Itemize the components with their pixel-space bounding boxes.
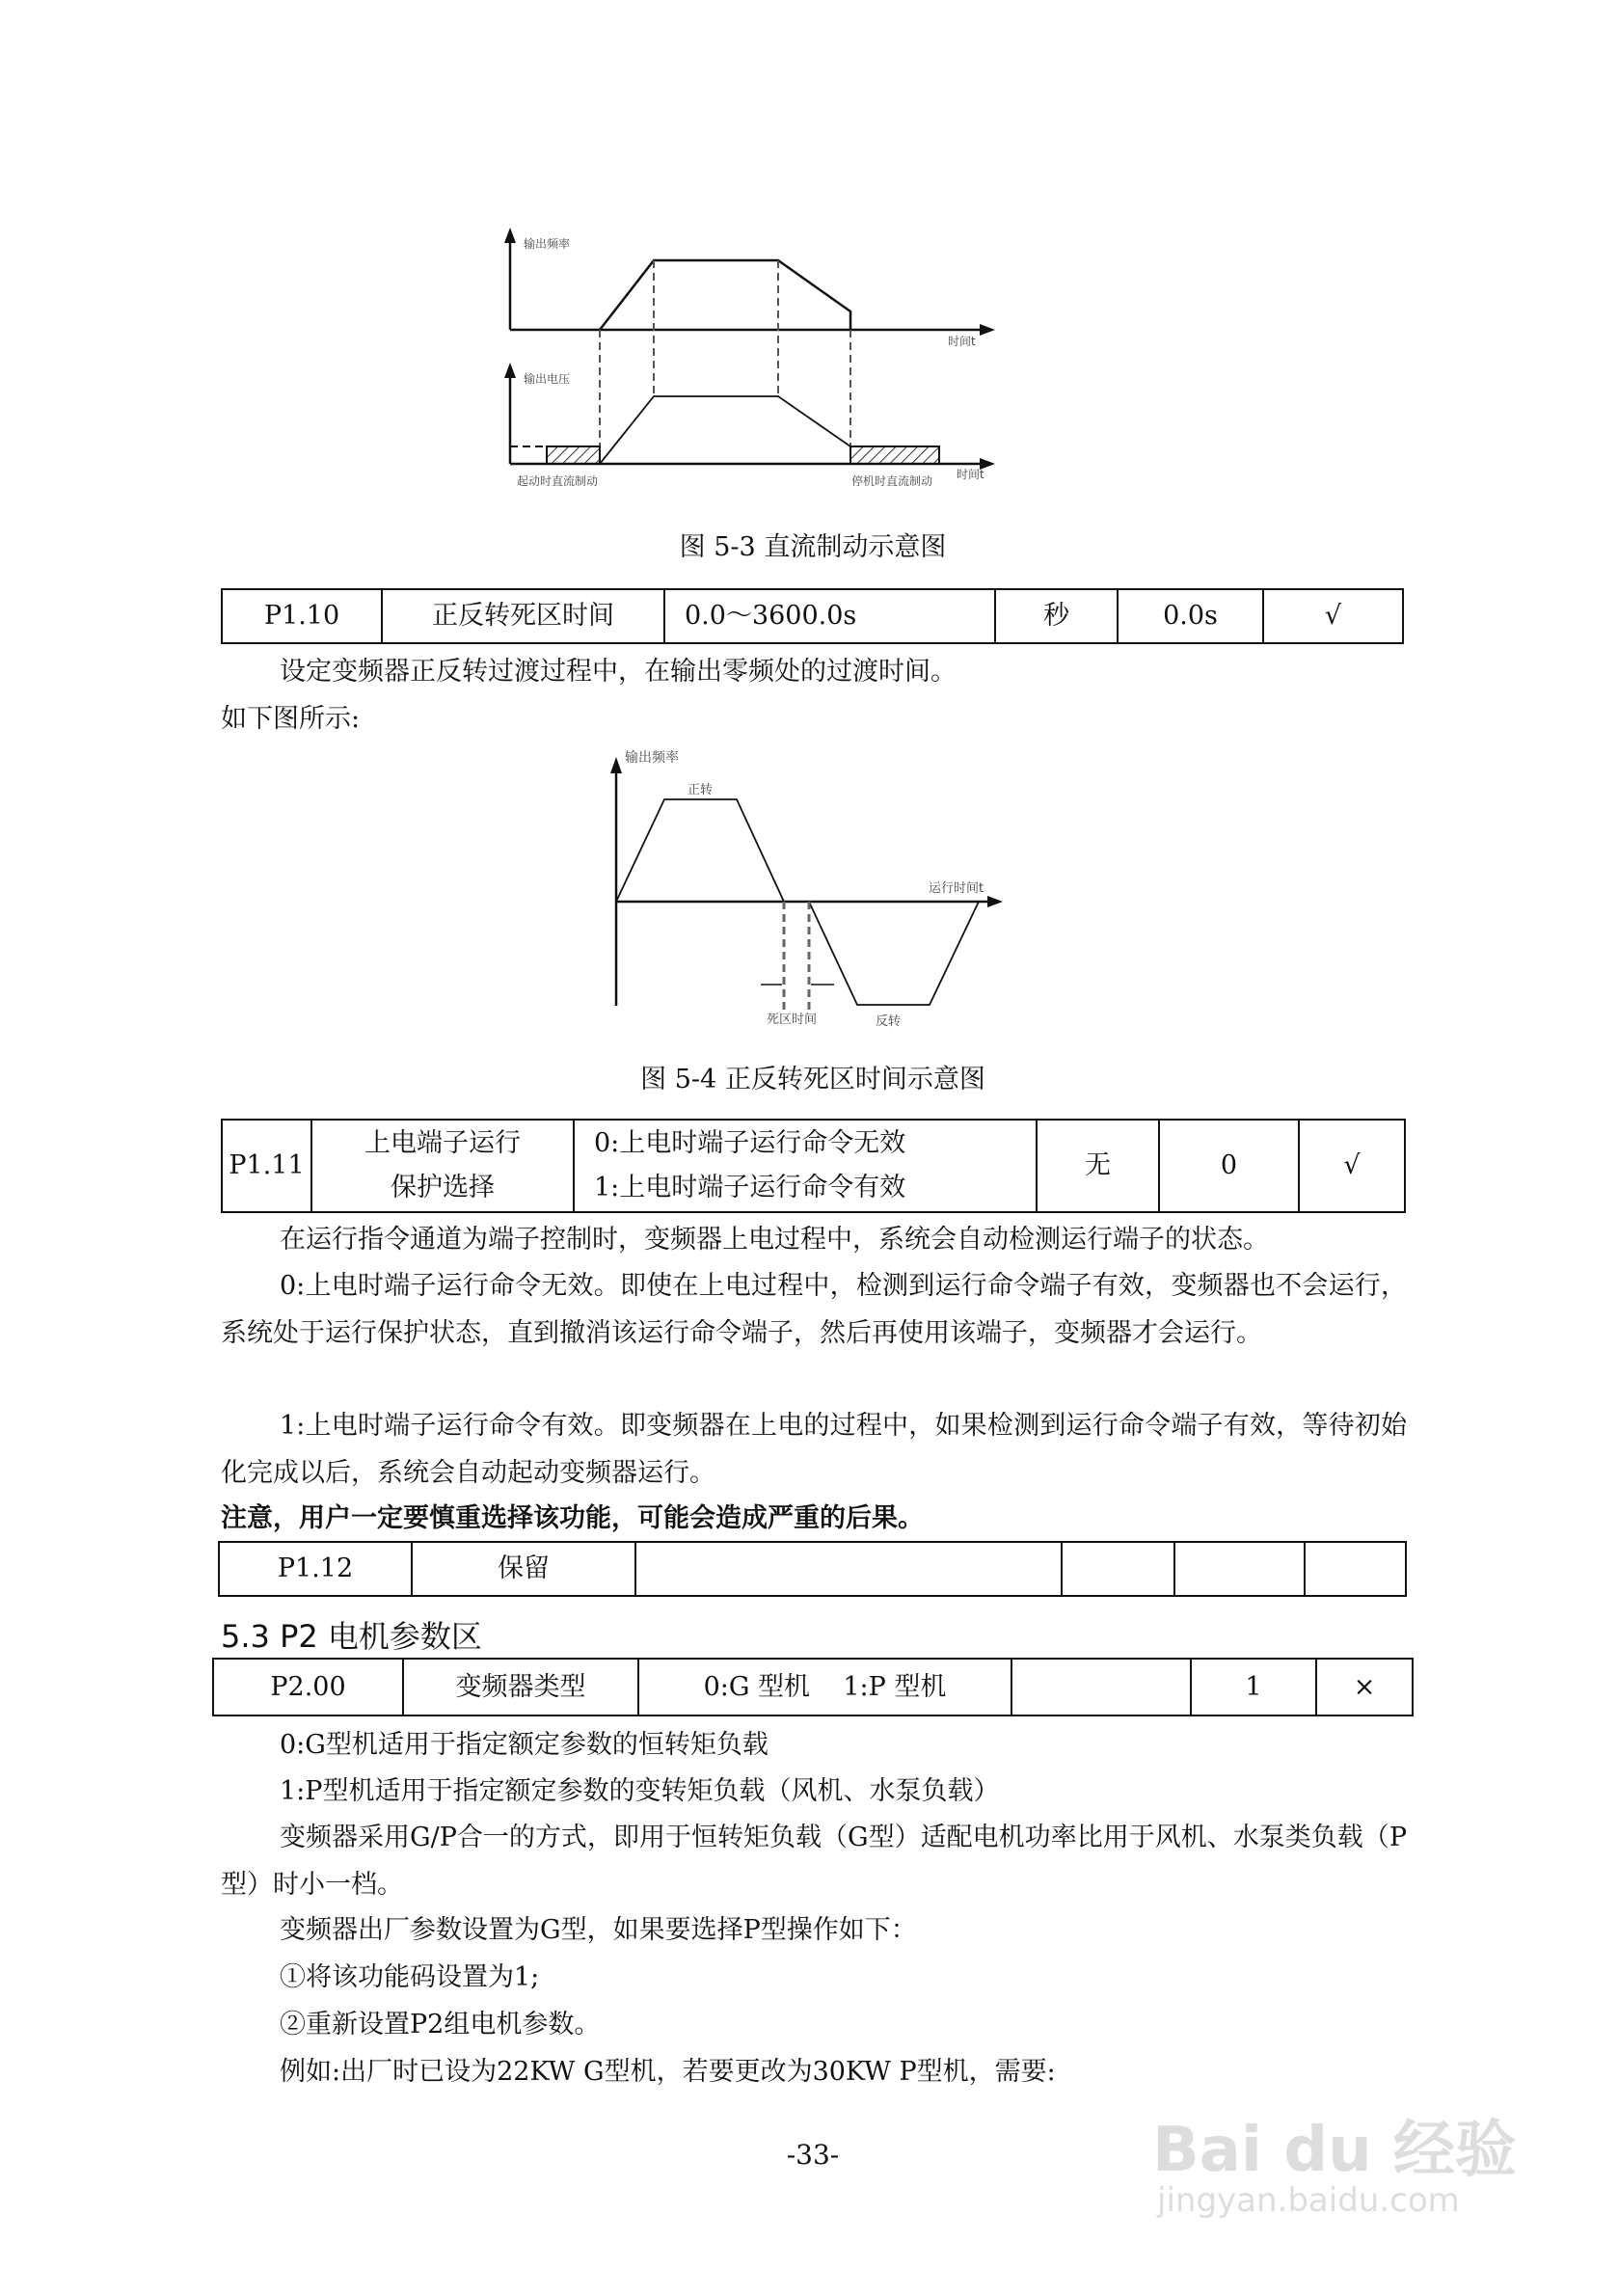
reverse-label: 反转: [876, 1014, 902, 1029]
param-modifiable: ×: [1315, 1660, 1412, 1715]
paragraph: 1:P型机适用于指定额定参数的变转矩负载（风机、水泵负载）: [280, 1776, 1000, 1806]
param-name: 变频器类型: [402, 1660, 637, 1715]
param-code: P2.00: [270, 1671, 346, 1702]
paragraph: 0:G型机适用于指定额定参数的恒转矩负载: [280, 1730, 769, 1760]
figure-caption-5-4: 图 5-4 正反转死区时间示意图: [640, 1065, 985, 1094]
param-code: P1.12: [277, 1553, 354, 1583]
stop-dc-hatch: [850, 446, 939, 464]
start-dc-hatch: [547, 446, 600, 464]
start-dc-label: 起动时直流制动: [517, 474, 599, 488]
param-modifiable: √: [1298, 1121, 1404, 1211]
time-label-2: 时间t: [957, 468, 984, 481]
paragraph: 变频器出厂参数设置为G型，如果要选择P型操作如下：: [280, 1915, 917, 1945]
paragraph: 0:上电时端子运行命令无效。即使在上电过程中，检测到运行命令端子有效，变频器也不会运行，系统处于运行保护状态，直到撤消该运行命令端子，然后再使用该端子，变频器才会运行。: [221, 1271, 1407, 1348]
param-code: P1.10: [263, 601, 340, 631]
section-heading: 5.3 P2 电机参数区: [221, 1618, 482, 1655]
time-label: 时间t: [948, 335, 976, 348]
baidu-watermark-logo: Bai du 经验: [1152, 2115, 1517, 2186]
param-unit: [1011, 1660, 1190, 1715]
param-unit: 秒: [994, 590, 1117, 642]
param-modifiable: [1304, 1543, 1405, 1595]
run-time-label: 运行时间t: [929, 881, 984, 896]
paragraph: 如下图所示:: [221, 704, 361, 734]
paragraph: 例如:出厂时已设为22KW G型机，若要更改为30KW P型机，需要:: [280, 2057, 1056, 2087]
param-name-line: 保护选择: [391, 1173, 495, 1202]
param-default: [1173, 1543, 1304, 1595]
param-name: [310, 1121, 573, 1211]
param-unit: [1061, 1543, 1173, 1595]
forward-label: 正转: [688, 783, 714, 797]
paragraph: 设定变频器正反转过渡过程中，在输出零频处的过渡时间。: [280, 657, 957, 687]
page-number: -33-: [786, 2139, 840, 2171]
param-table-p1-10: [221, 588, 1404, 644]
param-range: 0.0～3600.0s: [663, 590, 994, 642]
param-modifiable: √: [1262, 590, 1402, 642]
volt-label: 输出电压: [524, 372, 571, 386]
param-range: [634, 1543, 1061, 1595]
option-0: 0:上电时端子运行命令无效: [594, 1128, 906, 1158]
stop-dc-label: 停机时直流制动: [851, 474, 933, 488]
param-default: 1: [1190, 1660, 1315, 1715]
param-name-line: 上电端子运行: [364, 1128, 521, 1158]
warning-text: 注意，用户一定要慎重选择该功能，可能会造成严重的后果。: [221, 1503, 924, 1533]
figure-caption-5-3: 图 5-3 直流制动示意图: [679, 532, 947, 562]
paragraph: ①将该功能码设置为1;: [280, 1962, 540, 1992]
freq-label: 输出频率: [524, 237, 571, 251]
param-table-p1-12: [218, 1541, 1407, 1597]
param-range: [573, 1121, 1036, 1211]
param-default: 0.0s: [1117, 590, 1262, 642]
param-table-p1-11: [221, 1119, 1406, 1213]
volt-curve: [600, 396, 850, 464]
paragraph: 变频器采用G/P合一的方式，即用于恒转矩负载（G型）适配电机功率比用于风机、水泵类负载（P型）时小一档。: [221, 1823, 1407, 1900]
paragraph: 1:上电时端子运行命令有效。即变频器在上电的过程中，如果检测到运行命令端子有效，等待初始化完成以后，系统会自动起动变频器运行。: [221, 1411, 1407, 1488]
baidu-watermark-url: jingyan.baidu.com: [1157, 2181, 1460, 2220]
paragraph: ②重新设置P2组电机参数。: [280, 2010, 601, 2039]
param-table-p2-00: [212, 1658, 1414, 1716]
dead-time-label: 死区时间: [767, 1013, 818, 1027]
option-1: 1:上电时端子运行命令有效: [594, 1173, 906, 1202]
freq-label-2: 输出频率: [625, 750, 679, 766]
param-code: P1.11: [229, 1150, 305, 1180]
param-default: 0: [1158, 1121, 1298, 1211]
freq-curve: [600, 260, 850, 330]
param-name: 保留: [411, 1543, 634, 1595]
param-range: 0:G 型机 1:P 型机: [637, 1660, 1011, 1715]
param-unit: 无: [1036, 1121, 1158, 1211]
param-name: 正反转死区时间: [381, 590, 663, 642]
paragraph: 在运行指令通道为端子控制时，变频器上电过程中，系统会自动检测运行端子的状态。: [280, 1225, 1269, 1255]
